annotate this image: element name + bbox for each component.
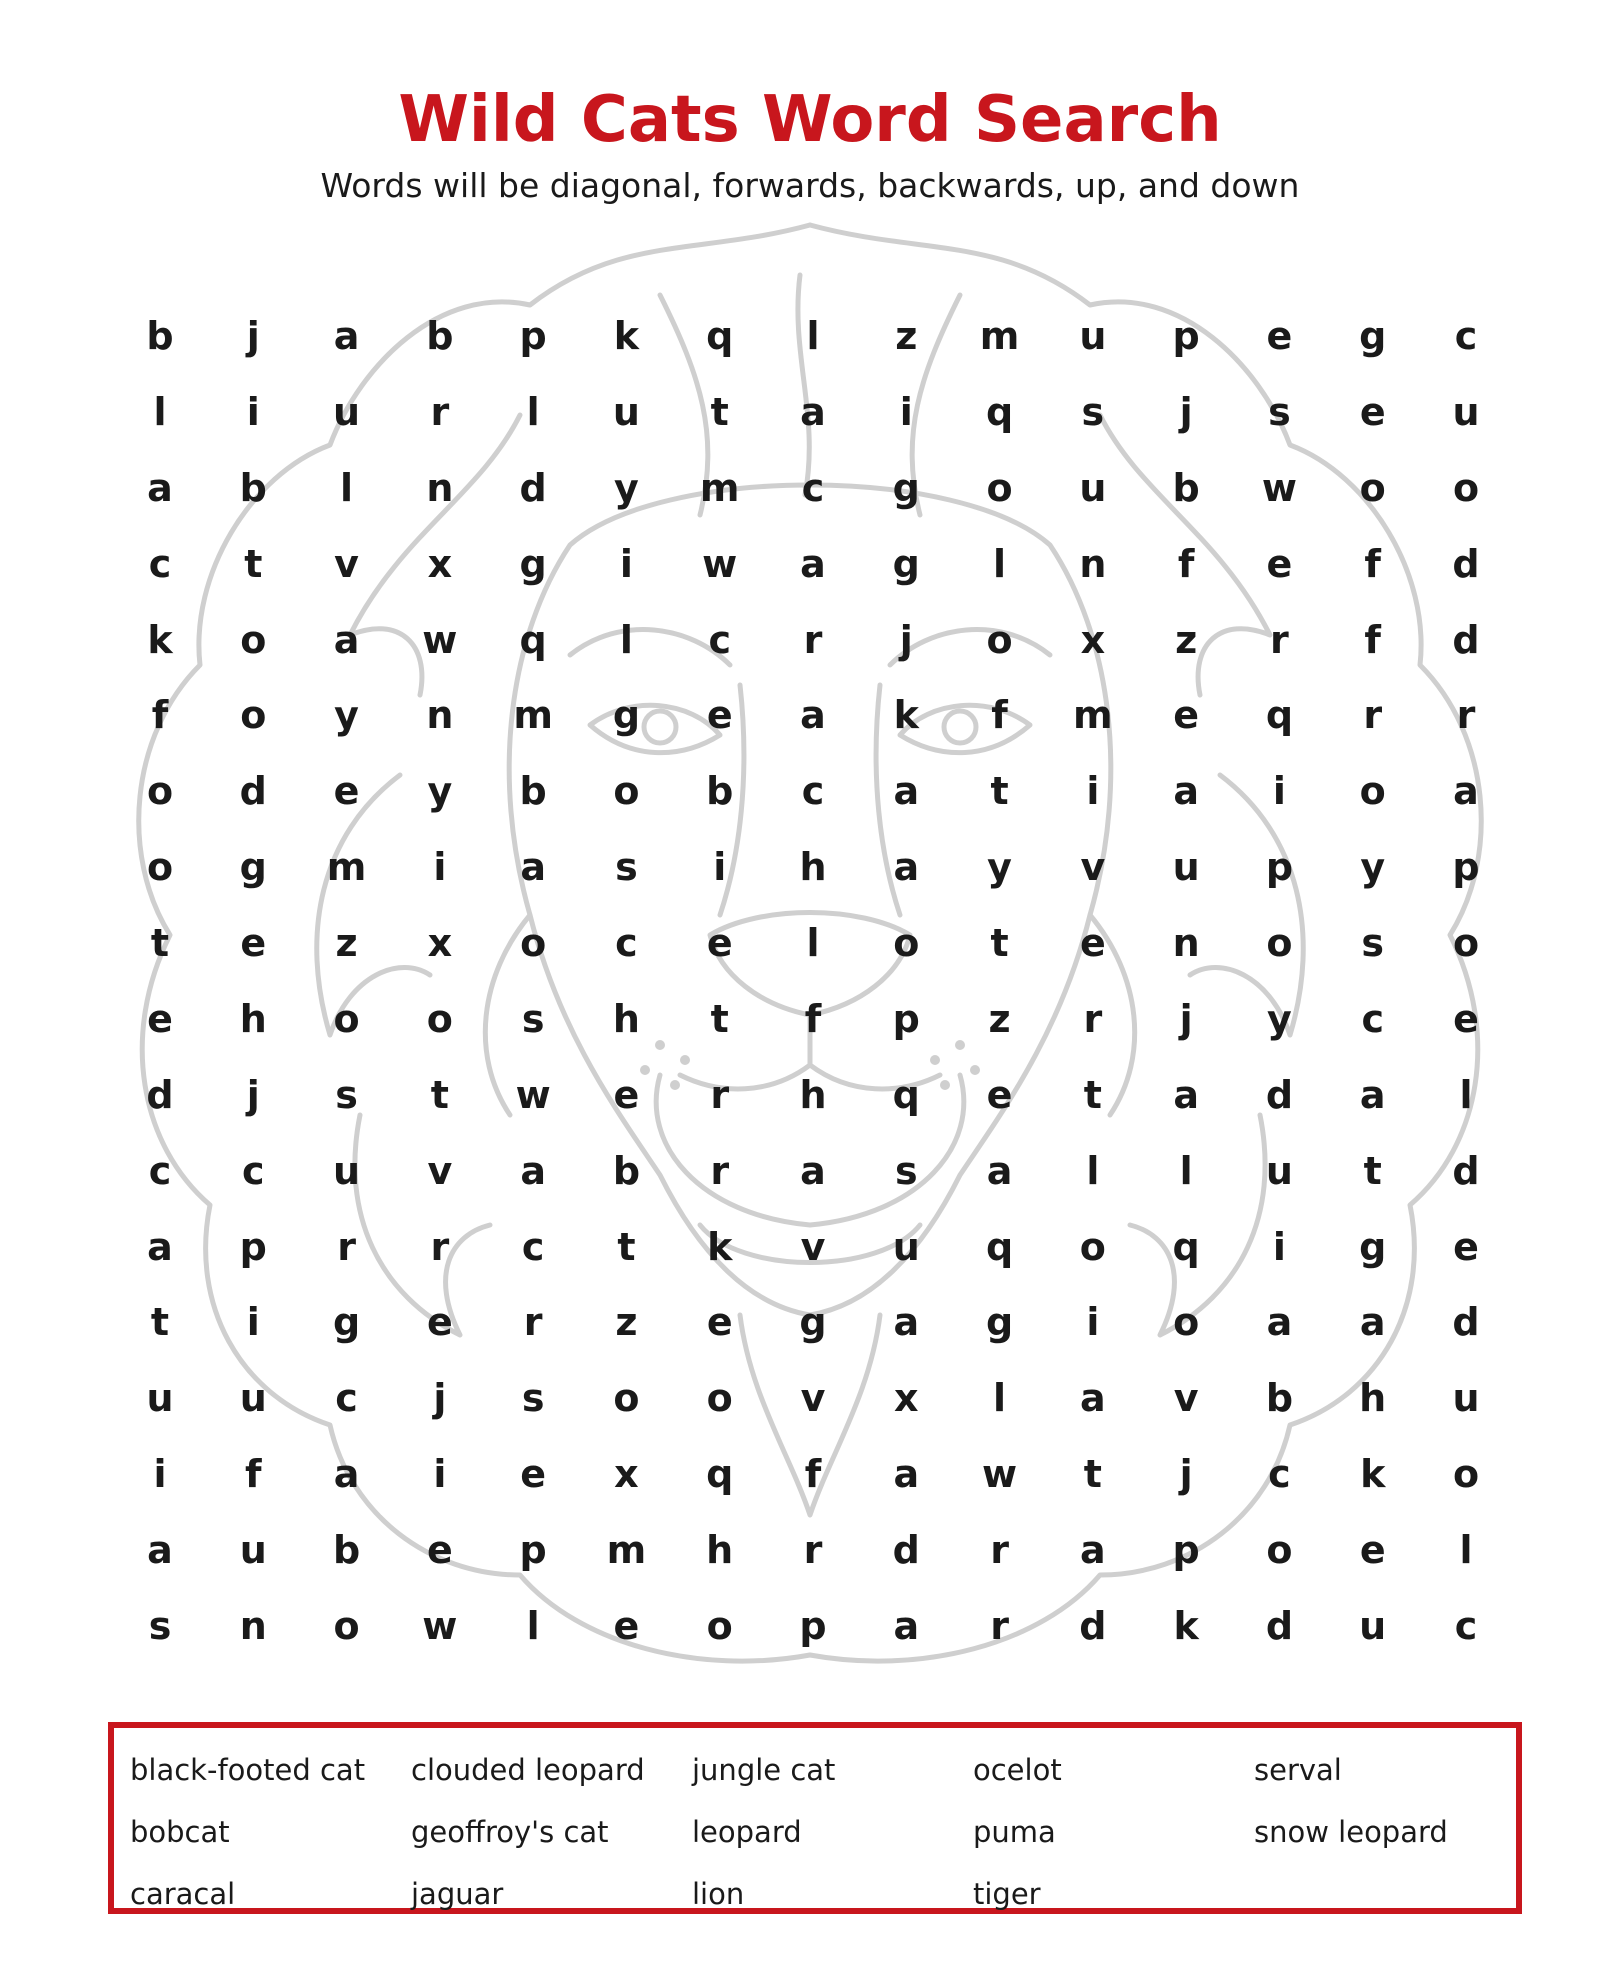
- grid-letter[interactable]: l: [1459, 1528, 1473, 1573]
- grid-letter[interactable]: p: [892, 996, 920, 1041]
- grid-letter[interactable]: a: [893, 1452, 920, 1497]
- grid-letter[interactable]: t: [990, 769, 1009, 814]
- grid-letter[interactable]: c: [1454, 1604, 1478, 1648]
- grid-letter[interactable]: l: [619, 617, 633, 662]
- grid-letter[interactable]: o: [1359, 769, 1386, 814]
- grid-letter[interactable]: p: [1265, 845, 1294, 890]
- grid-letter[interactable]: a: [1453, 769, 1479, 814]
- grid-letter[interactable]: y: [987, 845, 1012, 890]
- grid-letter[interactable]: a: [1359, 1072, 1386, 1117]
- grid-letter[interactable]: s: [335, 1072, 358, 1117]
- grid-letter[interactable]: h: [706, 1528, 734, 1573]
- grid-letter[interactable]: g: [892, 541, 920, 586]
- grid-letter[interactable]: i: [153, 1452, 167, 1497]
- grid-letter[interactable]: d: [1265, 1072, 1294, 1117]
- grid-letter[interactable]: t: [710, 389, 729, 434]
- grid-letter[interactable]: n: [1172, 921, 1200, 966]
- grid-letter[interactable]: r: [523, 1300, 543, 1345]
- grid-letter[interactable]: z: [615, 1300, 638, 1345]
- grid-letter[interactable]: c: [335, 1376, 358, 1421]
- grid-letter[interactable]: o: [240, 617, 267, 662]
- grid-letter[interactable]: f: [1364, 541, 1381, 586]
- grid-letter[interactable]: l: [526, 1604, 540, 1648]
- grid-letter[interactable]: x: [1080, 617, 1106, 662]
- grid-letter[interactable]: j: [899, 617, 913, 662]
- word-list-item: serval: [1254, 1753, 1342, 1787]
- grid-letter[interactable]: i: [619, 541, 633, 586]
- grid-letter[interactable]: f: [151, 693, 169, 738]
- grid-letter[interactable]: a: [1359, 1300, 1386, 1345]
- grid-letter[interactable]: e: [706, 693, 733, 738]
- grid-letter[interactable]: f: [804, 996, 822, 1041]
- grid-letter[interactable]: u: [612, 389, 640, 434]
- grid-letter[interactable]: o: [1079, 1224, 1106, 1269]
- grid-letter[interactable]: a: [147, 1528, 173, 1573]
- grid-letter[interactable]: u: [333, 1148, 361, 1193]
- grid-letter[interactable]: e: [706, 1300, 733, 1345]
- grid-letter[interactable]: o: [1359, 465, 1386, 510]
- grid-letter[interactable]: a: [333, 314, 360, 358]
- grid-letter[interactable]: v: [1173, 1376, 1199, 1421]
- grid-letter[interactable]: c: [801, 769, 825, 814]
- grid-letter[interactable]: j: [246, 1072, 260, 1117]
- grid-letter[interactable]: h: [612, 996, 640, 1041]
- grid-letter[interactable]: o: [706, 1604, 733, 1648]
- grid-letter[interactable]: d: [1452, 1148, 1480, 1193]
- grid-letter[interactable]: n: [426, 465, 454, 510]
- grid-letter[interactable]: a: [986, 1148, 1013, 1193]
- grid-letter[interactable]: t: [990, 921, 1009, 966]
- grid-letter[interactable]: e: [706, 921, 733, 966]
- grid-letter[interactable]: d: [1452, 617, 1480, 662]
- grid-letter[interactable]: r: [990, 1528, 1009, 1573]
- grid-letter[interactable]: i: [246, 1300, 260, 1345]
- grid-letter[interactable]: i: [899, 389, 913, 434]
- grid-letter[interactable]: c: [615, 921, 638, 966]
- grid-letter[interactable]: o: [986, 465, 1013, 510]
- grid-letter[interactable]: i: [246, 389, 260, 434]
- grid-letter[interactable]: a: [893, 1604, 920, 1648]
- grid-letter[interactable]: e: [1266, 541, 1293, 586]
- grid-letter[interactable]: q: [1265, 693, 1294, 738]
- grid-letter[interactable]: d: [239, 769, 267, 814]
- word-list-item: black-footed cat: [130, 1753, 366, 1787]
- grid-letter[interactable]: y: [1267, 996, 1292, 1041]
- word-list-item: bobcat: [130, 1815, 230, 1849]
- grid-letter[interactable]: t: [1083, 1452, 1102, 1497]
- grid-letter[interactable]: l: [153, 389, 167, 434]
- grid-letter[interactable]: l: [526, 389, 540, 434]
- grid-letter[interactable]: g: [519, 541, 547, 586]
- grid-letter[interactable]: q: [892, 1072, 920, 1117]
- word-list-item: clouded leopard: [411, 1753, 645, 1787]
- grid-letter[interactable]: b: [426, 314, 454, 358]
- grid-letter[interactable]: a: [333, 1452, 360, 1497]
- grid-letter[interactable]: e: [520, 1452, 547, 1497]
- grid-letter[interactable]: w: [982, 1452, 1018, 1497]
- grid-letter[interactable]: q: [519, 617, 547, 662]
- grid-letter[interactable]: x: [614, 1452, 639, 1497]
- grid-letter[interactable]: e: [1173, 693, 1200, 738]
- grid-letter[interactable]: r: [1363, 693, 1383, 738]
- grid-letter[interactable]: p: [519, 1528, 547, 1573]
- grid-letter[interactable]: t: [1083, 1072, 1102, 1117]
- grid-letter[interactable]: t: [150, 921, 170, 966]
- grid-letter[interactable]: f: [1177, 541, 1195, 586]
- grid-letter[interactable]: c: [1268, 1452, 1291, 1497]
- grid-letter[interactable]: l: [806, 921, 820, 966]
- grid-letter[interactable]: a: [147, 1224, 173, 1269]
- word-list-item: jungle cat: [692, 1753, 836, 1787]
- grid-letter[interactable]: g: [612, 693, 641, 738]
- grid-letter[interactable]: l: [340, 465, 354, 510]
- grid-letter[interactable]: q: [706, 1452, 734, 1497]
- grid-letter[interactable]: p: [1452, 845, 1480, 890]
- grid-letter[interactable]: e: [613, 1604, 640, 1648]
- grid-letter[interactable]: o: [1266, 921, 1293, 966]
- grid-letter[interactable]: v: [334, 541, 359, 586]
- grid-letter[interactable]: f: [245, 1452, 262, 1497]
- grid-letter[interactable]: u: [1452, 389, 1480, 434]
- grid-letter[interactable]: a: [800, 541, 826, 586]
- grid-letter[interactable]: g: [799, 1300, 827, 1345]
- grid-letter[interactable]: p: [1172, 1528, 1200, 1573]
- grid-letter[interactable]: z: [335, 921, 358, 966]
- grid-letter[interactable]: s: [521, 996, 545, 1041]
- grid-letter[interactable]: s: [521, 1376, 545, 1421]
- grid-letter[interactable]: r: [1456, 693, 1476, 738]
- grid-letter[interactable]: d: [1265, 1604, 1294, 1648]
- grid-letter[interactable]: o: [893, 921, 920, 966]
- grid-letter[interactable]: o: [613, 769, 640, 814]
- grid-letter[interactable]: r: [710, 1148, 730, 1193]
- grid-letter[interactable]: k: [613, 314, 640, 358]
- grid-letter[interactable]: z: [988, 996, 1011, 1041]
- grid-letter[interactable]: u: [1079, 465, 1107, 510]
- grid-letter[interactable]: r: [710, 1072, 730, 1117]
- grid-letter[interactable]: o: [333, 996, 360, 1041]
- grid-letter[interactable]: j: [433, 1376, 447, 1421]
- grid-letter[interactable]: v: [427, 1148, 453, 1193]
- grid-letter[interactable]: a: [147, 465, 173, 510]
- grid-letter[interactable]: o: [1452, 921, 1480, 966]
- grid-letter[interactable]: y: [614, 465, 639, 510]
- grid-letter[interactable]: j: [1179, 389, 1193, 434]
- grid-letter[interactable]: o: [1173, 1300, 1200, 1345]
- grid-letter[interactable]: v: [800, 1224, 826, 1269]
- grid-letter[interactable]: m: [606, 1528, 647, 1573]
- grid-letter[interactable]: l: [1459, 1072, 1473, 1117]
- grid-letter[interactable]: e: [1359, 1528, 1386, 1573]
- grid-letter[interactable]: o: [706, 1376, 733, 1421]
- grid-letter[interactable]: s: [1081, 389, 1105, 434]
- grid-letter[interactable]: x: [427, 921, 453, 966]
- grid-letter[interactable]: g: [1359, 1224, 1387, 1269]
- grid-letter[interactable]: q: [1172, 1224, 1200, 1269]
- word-list-item: puma: [973, 1815, 1056, 1849]
- grid-letter[interactable]: i: [1086, 769, 1100, 814]
- grid-letter[interactable]: l: [993, 1376, 1007, 1421]
- grid-letter[interactable]: w: [702, 541, 738, 586]
- grid-letter[interactable]: x: [894, 1376, 919, 1421]
- grid-letter[interactable]: d: [1452, 541, 1480, 586]
- word-list-item: ocelot: [973, 1753, 1062, 1787]
- grid-letter[interactable]: d: [146, 1072, 174, 1117]
- grid-letter[interactable]: h: [799, 845, 827, 890]
- grid-letter[interactable]: a: [333, 617, 360, 662]
- grid-letter[interactable]: o: [520, 921, 547, 966]
- grid-letter[interactable]: a: [1266, 1300, 1293, 1345]
- grid-letter[interactable]: g: [892, 465, 920, 510]
- grid-letter[interactable]: l: [806, 314, 820, 358]
- word-list-item: geoffroy's cat: [411, 1815, 609, 1849]
- grid-letter[interactable]: x: [427, 541, 453, 586]
- grid-letter[interactable]: r: [1270, 617, 1289, 662]
- grid-letter[interactable]: w: [515, 1072, 551, 1117]
- grid-letter[interactable]: n: [239, 1604, 267, 1648]
- grid-letter[interactable]: i: [433, 845, 447, 890]
- word-list-item: snow leopard: [1254, 1815, 1448, 1849]
- grid-letter[interactable]: y: [1360, 845, 1386, 890]
- grid-letter[interactable]: d: [1079, 1604, 1107, 1648]
- grid-letter[interactable]: k: [1173, 1604, 1199, 1648]
- grid-letter[interactable]: q: [706, 314, 734, 358]
- grid-letter[interactable]: c: [148, 1148, 172, 1193]
- grid-letter[interactable]: c: [1454, 314, 1478, 358]
- grid-letter[interactable]: e: [147, 996, 173, 1041]
- grid-letter[interactable]: i: [713, 845, 727, 890]
- grid-letter[interactable]: r: [430, 389, 450, 434]
- grid-letter[interactable]: d: [1452, 1300, 1480, 1345]
- grid-letter[interactable]: o: [426, 996, 453, 1041]
- grid-letter[interactable]: t: [1363, 1148, 1382, 1193]
- grid-letter[interactable]: l: [1179, 1148, 1193, 1193]
- grid-letter[interactable]: u: [1079, 314, 1107, 358]
- grid-letter[interactable]: o: [146, 845, 174, 890]
- grid-letter[interactable]: e: [1359, 389, 1386, 434]
- grid-letter[interactable]: f: [991, 693, 1008, 738]
- grid-letter[interactable]: s: [1361, 921, 1385, 966]
- grid-letter[interactable]: o: [1266, 1528, 1293, 1573]
- grid-letter[interactable]: p: [799, 1604, 827, 1648]
- grid-letter[interactable]: s: [615, 845, 638, 890]
- grid-letter[interactable]: u: [1359, 1604, 1387, 1648]
- grid-letter[interactable]: t: [617, 1224, 636, 1269]
- grid-letter[interactable]: u: [333, 389, 361, 434]
- grid-letter[interactable]: g: [1359, 314, 1387, 358]
- grid-letter[interactable]: b: [146, 314, 174, 358]
- grid-letter[interactable]: m: [699, 465, 740, 510]
- grid-letter[interactable]: o: [613, 1376, 640, 1421]
- grid-letter[interactable]: r: [1083, 996, 1103, 1041]
- grid-letter[interactable]: k: [707, 1224, 733, 1269]
- grid-letter[interactable]: p: [519, 314, 547, 358]
- grid-letter[interactable]: a: [1173, 1072, 1199, 1117]
- grid-letter[interactable]: a: [893, 769, 920, 814]
- grid-letter[interactable]: o: [146, 769, 174, 814]
- grid-letter[interactable]: u: [1452, 1376, 1480, 1421]
- grid-letter[interactable]: i: [1272, 1224, 1286, 1269]
- grid-letter[interactable]: v: [1080, 845, 1106, 890]
- grid-letter[interactable]: c: [1361, 996, 1384, 1041]
- grid-letter[interactable]: e: [426, 1528, 453, 1573]
- grid-letter[interactable]: b: [612, 1148, 641, 1193]
- grid-letter[interactable]: b: [239, 465, 267, 510]
- grid-letter[interactable]: a: [893, 1300, 920, 1345]
- grid-letter[interactable]: g: [985, 1300, 1014, 1345]
- grid-letter[interactable]: i: [1272, 769, 1286, 814]
- grid-letter[interactable]: t: [150, 1300, 170, 1345]
- grid-letter[interactable]: w: [422, 1604, 458, 1648]
- grid-letter[interactable]: u: [146, 1376, 174, 1421]
- grid-letter[interactable]: t: [244, 541, 263, 586]
- grid-letter[interactable]: a: [520, 845, 546, 890]
- grid-letter[interactable]: g: [332, 1300, 361, 1345]
- grid-letter[interactable]: a: [1080, 1376, 1106, 1421]
- grid-letter[interactable]: l: [993, 541, 1007, 586]
- grid-letter[interactable]: e: [1266, 314, 1293, 358]
- grid-letter[interactable]: c: [242, 1148, 265, 1193]
- grid-letter[interactable]: a: [800, 1148, 826, 1193]
- word-list-item: jaguar: [411, 1877, 504, 1911]
- grid-letter[interactable]: r: [803, 1528, 823, 1573]
- grid-letter[interactable]: h: [239, 996, 267, 1041]
- grid-letter[interactable]: o: [240, 693, 267, 738]
- grid-letter[interactable]: b: [706, 769, 734, 814]
- grid-letter[interactable]: f: [804, 1452, 822, 1497]
- grid-letter[interactable]: k: [147, 617, 173, 662]
- grid-letter[interactable]: k: [1360, 1452, 1386, 1497]
- word-bank: [108, 1722, 1522, 1914]
- page-title: Wild Cats Word Search: [398, 83, 1222, 157]
- grid-letter[interactable]: p: [1172, 314, 1200, 358]
- grid-letter[interactable]: b: [519, 769, 547, 814]
- grid-letter[interactable]: a: [800, 693, 826, 738]
- grid-letter[interactable]: u: [1172, 845, 1200, 890]
- grid-letter[interactable]: d: [892, 1528, 920, 1573]
- grid-letter[interactable]: e: [333, 769, 360, 814]
- grid-letter[interactable]: s: [148, 1604, 172, 1648]
- grid-letter[interactable]: m: [513, 693, 553, 738]
- grid-letter[interactable]: j: [1179, 1452, 1193, 1497]
- grid-letter[interactable]: a: [800, 389, 826, 434]
- grid-letter[interactable]: w: [422, 617, 458, 662]
- grid-letter[interactable]: e: [1453, 996, 1479, 1041]
- grid-letter[interactable]: k: [893, 693, 919, 738]
- grid-letter[interactable]: u: [239, 1528, 267, 1573]
- grid-letter[interactable]: m: [979, 314, 1020, 358]
- grid-letter[interactable]: y: [334, 693, 359, 738]
- grid-letter[interactable]: o: [1452, 1452, 1480, 1497]
- grid-letter[interactable]: z: [895, 314, 918, 358]
- grid-letter[interactable]: m: [326, 845, 367, 890]
- grid-letter[interactable]: c: [148, 541, 172, 586]
- grid-letter[interactable]: f: [1364, 617, 1381, 662]
- word-list-item: caracal: [130, 1877, 236, 1911]
- grid-letter[interactable]: e: [1453, 1224, 1479, 1269]
- grid-letter[interactable]: r: [430, 1224, 450, 1269]
- grid-letter[interactable]: i: [433, 1452, 447, 1497]
- grid-letter[interactable]: c: [708, 617, 731, 662]
- grid-letter[interactable]: t: [710, 996, 729, 1041]
- grid-letter[interactable]: t: [430, 1072, 449, 1117]
- grid-letter[interactable]: i: [1086, 1300, 1100, 1345]
- grid-letter[interactable]: m: [1073, 693, 1113, 738]
- grid-letter[interactable]: r: [337, 1224, 356, 1269]
- grid-letter[interactable]: a: [1080, 1528, 1106, 1573]
- grid-letter[interactable]: s: [894, 1148, 918, 1193]
- grid-letter[interactable]: b: [1265, 1376, 1294, 1421]
- word-list-item: lion: [692, 1877, 745, 1911]
- grid-letter[interactable]: u: [892, 1224, 920, 1269]
- grid-letter[interactable]: s: [1268, 389, 1291, 434]
- grid-letter[interactable]: n: [426, 693, 454, 738]
- grid-letter[interactable]: u: [239, 1376, 267, 1421]
- grid-letter[interactable]: w: [1261, 465, 1297, 510]
- grid-letter[interactable]: h: [799, 1072, 827, 1117]
- grid-letter[interactable]: q: [985, 389, 1014, 434]
- grid-letter[interactable]: e: [613, 1072, 640, 1117]
- grid-letter[interactable]: j: [246, 314, 260, 358]
- grid-letter[interactable]: p: [239, 1224, 267, 1269]
- grid-letter[interactable]: e: [426, 1300, 453, 1345]
- word-list-item: tiger: [973, 1877, 1041, 1911]
- grid-letter[interactable]: y: [427, 769, 453, 814]
- grid-letter[interactable]: g: [239, 845, 267, 890]
- grid-letter[interactable]: c: [801, 465, 825, 510]
- grid-letter[interactable]: j: [1179, 996, 1193, 1041]
- grid-letter[interactable]: h: [1359, 1376, 1387, 1421]
- grid-letter[interactable]: v: [800, 1376, 826, 1421]
- letter-grid: [146, 314, 1480, 1648]
- grid-letter[interactable]: n: [1079, 541, 1107, 586]
- word-list-item: leopard: [692, 1815, 802, 1849]
- grid-letter[interactable]: a: [893, 845, 920, 890]
- grid-letter[interactable]: r: [803, 617, 823, 662]
- grid-letter[interactable]: b: [1172, 465, 1200, 510]
- grid-letter[interactable]: z: [1175, 617, 1198, 662]
- instructions-subtitle: Words will be diagonal, forwards, backwards, up, and down: [320, 166, 1300, 205]
- grid-letter[interactable]: a: [1173, 769, 1199, 814]
- grid-letter[interactable]: q: [985, 1224, 1014, 1269]
- grid-letter[interactable]: o: [333, 1604, 360, 1648]
- grid-letter[interactable]: l: [1086, 1148, 1100, 1193]
- grid-letter[interactable]: b: [332, 1528, 361, 1573]
- grid-letter[interactable]: c: [521, 1224, 545, 1269]
- grid-letter[interactable]: e: [986, 1072, 1013, 1117]
- grid-letter[interactable]: u: [1265, 1148, 1293, 1193]
- grid-letter[interactable]: o: [1452, 465, 1480, 510]
- grid-letter[interactable]: r: [990, 1604, 1009, 1648]
- grid-letter[interactable]: e: [240, 921, 267, 966]
- grid-letter[interactable]: e: [1079, 921, 1106, 966]
- grid-letter[interactable]: o: [986, 617, 1013, 662]
- grid-letter[interactable]: d: [519, 465, 547, 510]
- grid-letter[interactable]: a: [520, 1148, 546, 1193]
